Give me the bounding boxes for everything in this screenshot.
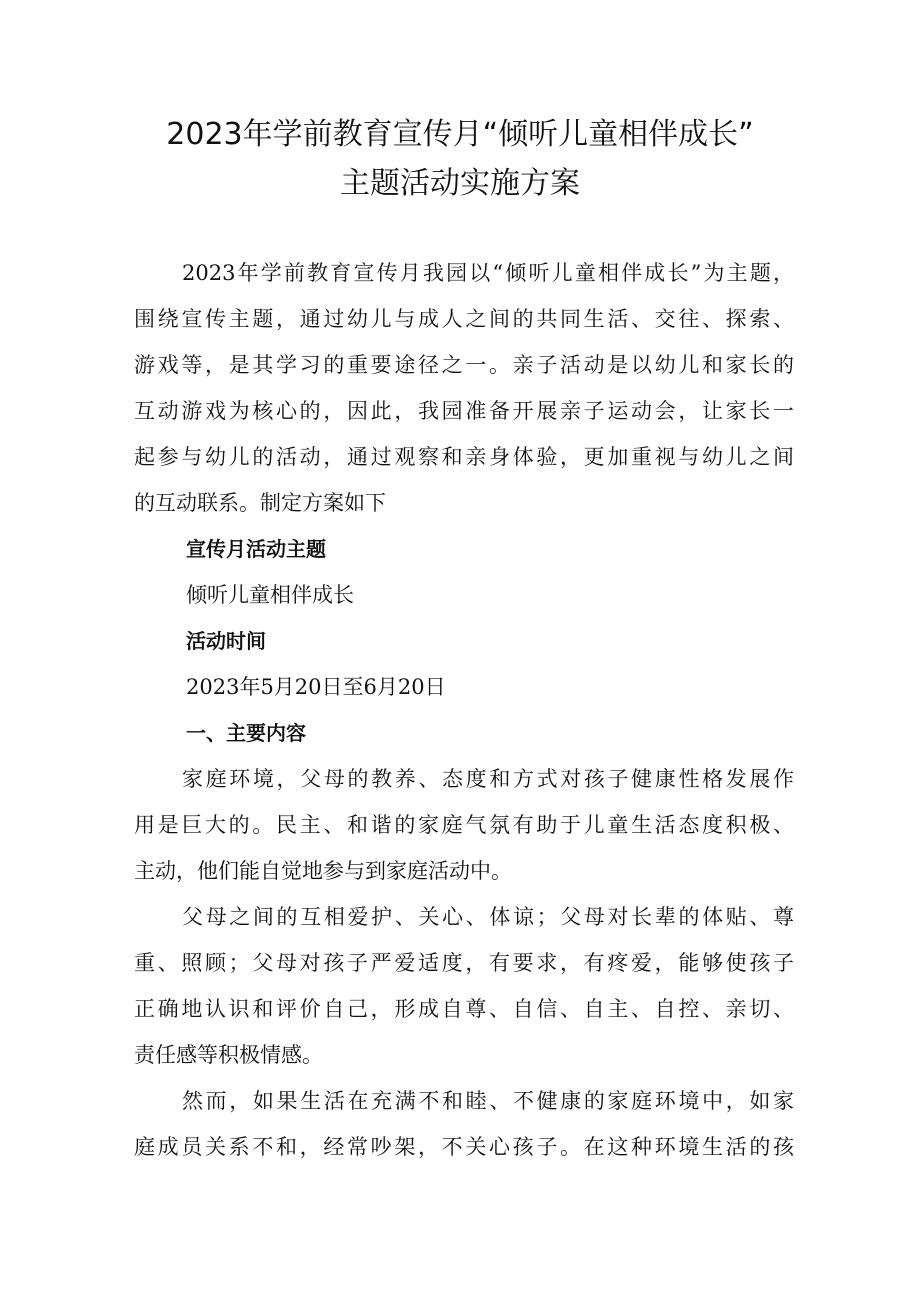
intro-line-4: 互动游戏为核心的，因此，我园准备开展亲子运动会，让家长一 <box>134 399 794 423</box>
section-1-heading: 一、主要内容 <box>186 721 306 745</box>
document-title-line-1: 2023年学前教育宣传月“倾听儿童相伴成长” <box>166 117 754 152</box>
document-title-line-2: 主题活动实施方案 <box>340 166 580 201</box>
theme-text: 倾听儿童相伴成长 <box>186 583 354 607</box>
intro-line-6: 的互动联系。制定方案如下 <box>134 491 386 515</box>
para-2-line-2: 重、照顾；父母对孩子严爱适度，有要求，有疼爱，能够使孩子 <box>134 951 794 975</box>
para-1-line-1: 家庭环境，父母的教养、态度和方式对孩子健康性格发展作 <box>182 767 794 791</box>
para-1-line-3: 主动，他们能自觉地参与到家庭活动中。 <box>134 859 512 883</box>
time-text: 2023年5月20日至6月20日 <box>186 675 446 699</box>
intro-line-3: 游戏等，是其学习的重要途径之一。亲子活动是以幼儿和家长的 <box>134 353 794 377</box>
para-1-line-2: 用是巨大的。民主、和谐的家庭气氛有助于儿童生活态度积极、 <box>134 813 794 837</box>
theme-heading: 宣传月活动主题 <box>186 537 326 561</box>
para-3-line-2: 庭成员关系不和，经常吵架，不关心孩子。在这种环境生活的孩 <box>134 1135 794 1159</box>
intro-line-1: 2023年学前教育宣传月我园以“倾听儿童相伴成长”为主题， <box>182 261 794 285</box>
time-heading: 活动时间 <box>186 629 266 653</box>
para-2-line-1: 父母之间的互相爱护、关心、体谅；父母对长辈的体贴、尊 <box>182 905 794 929</box>
para-3-line-1: 然而，如果生活在充满不和睦、不健康的家庭环境中，如家 <box>182 1089 794 1113</box>
para-2-line-4: 责任感等积极情感。 <box>134 1043 323 1067</box>
para-2-line-3: 正确地认识和评价自己，形成自尊、自信、自主、自控、亲切、 <box>134 997 794 1021</box>
intro-line-5: 起参与幼儿的活动，通过观察和亲身体验，更加重视与幼儿之间 <box>134 445 794 469</box>
intro-line-2: 围绕宣传主题，通过幼儿与成人之间的共同生活、交往、探索、 <box>134 307 794 331</box>
